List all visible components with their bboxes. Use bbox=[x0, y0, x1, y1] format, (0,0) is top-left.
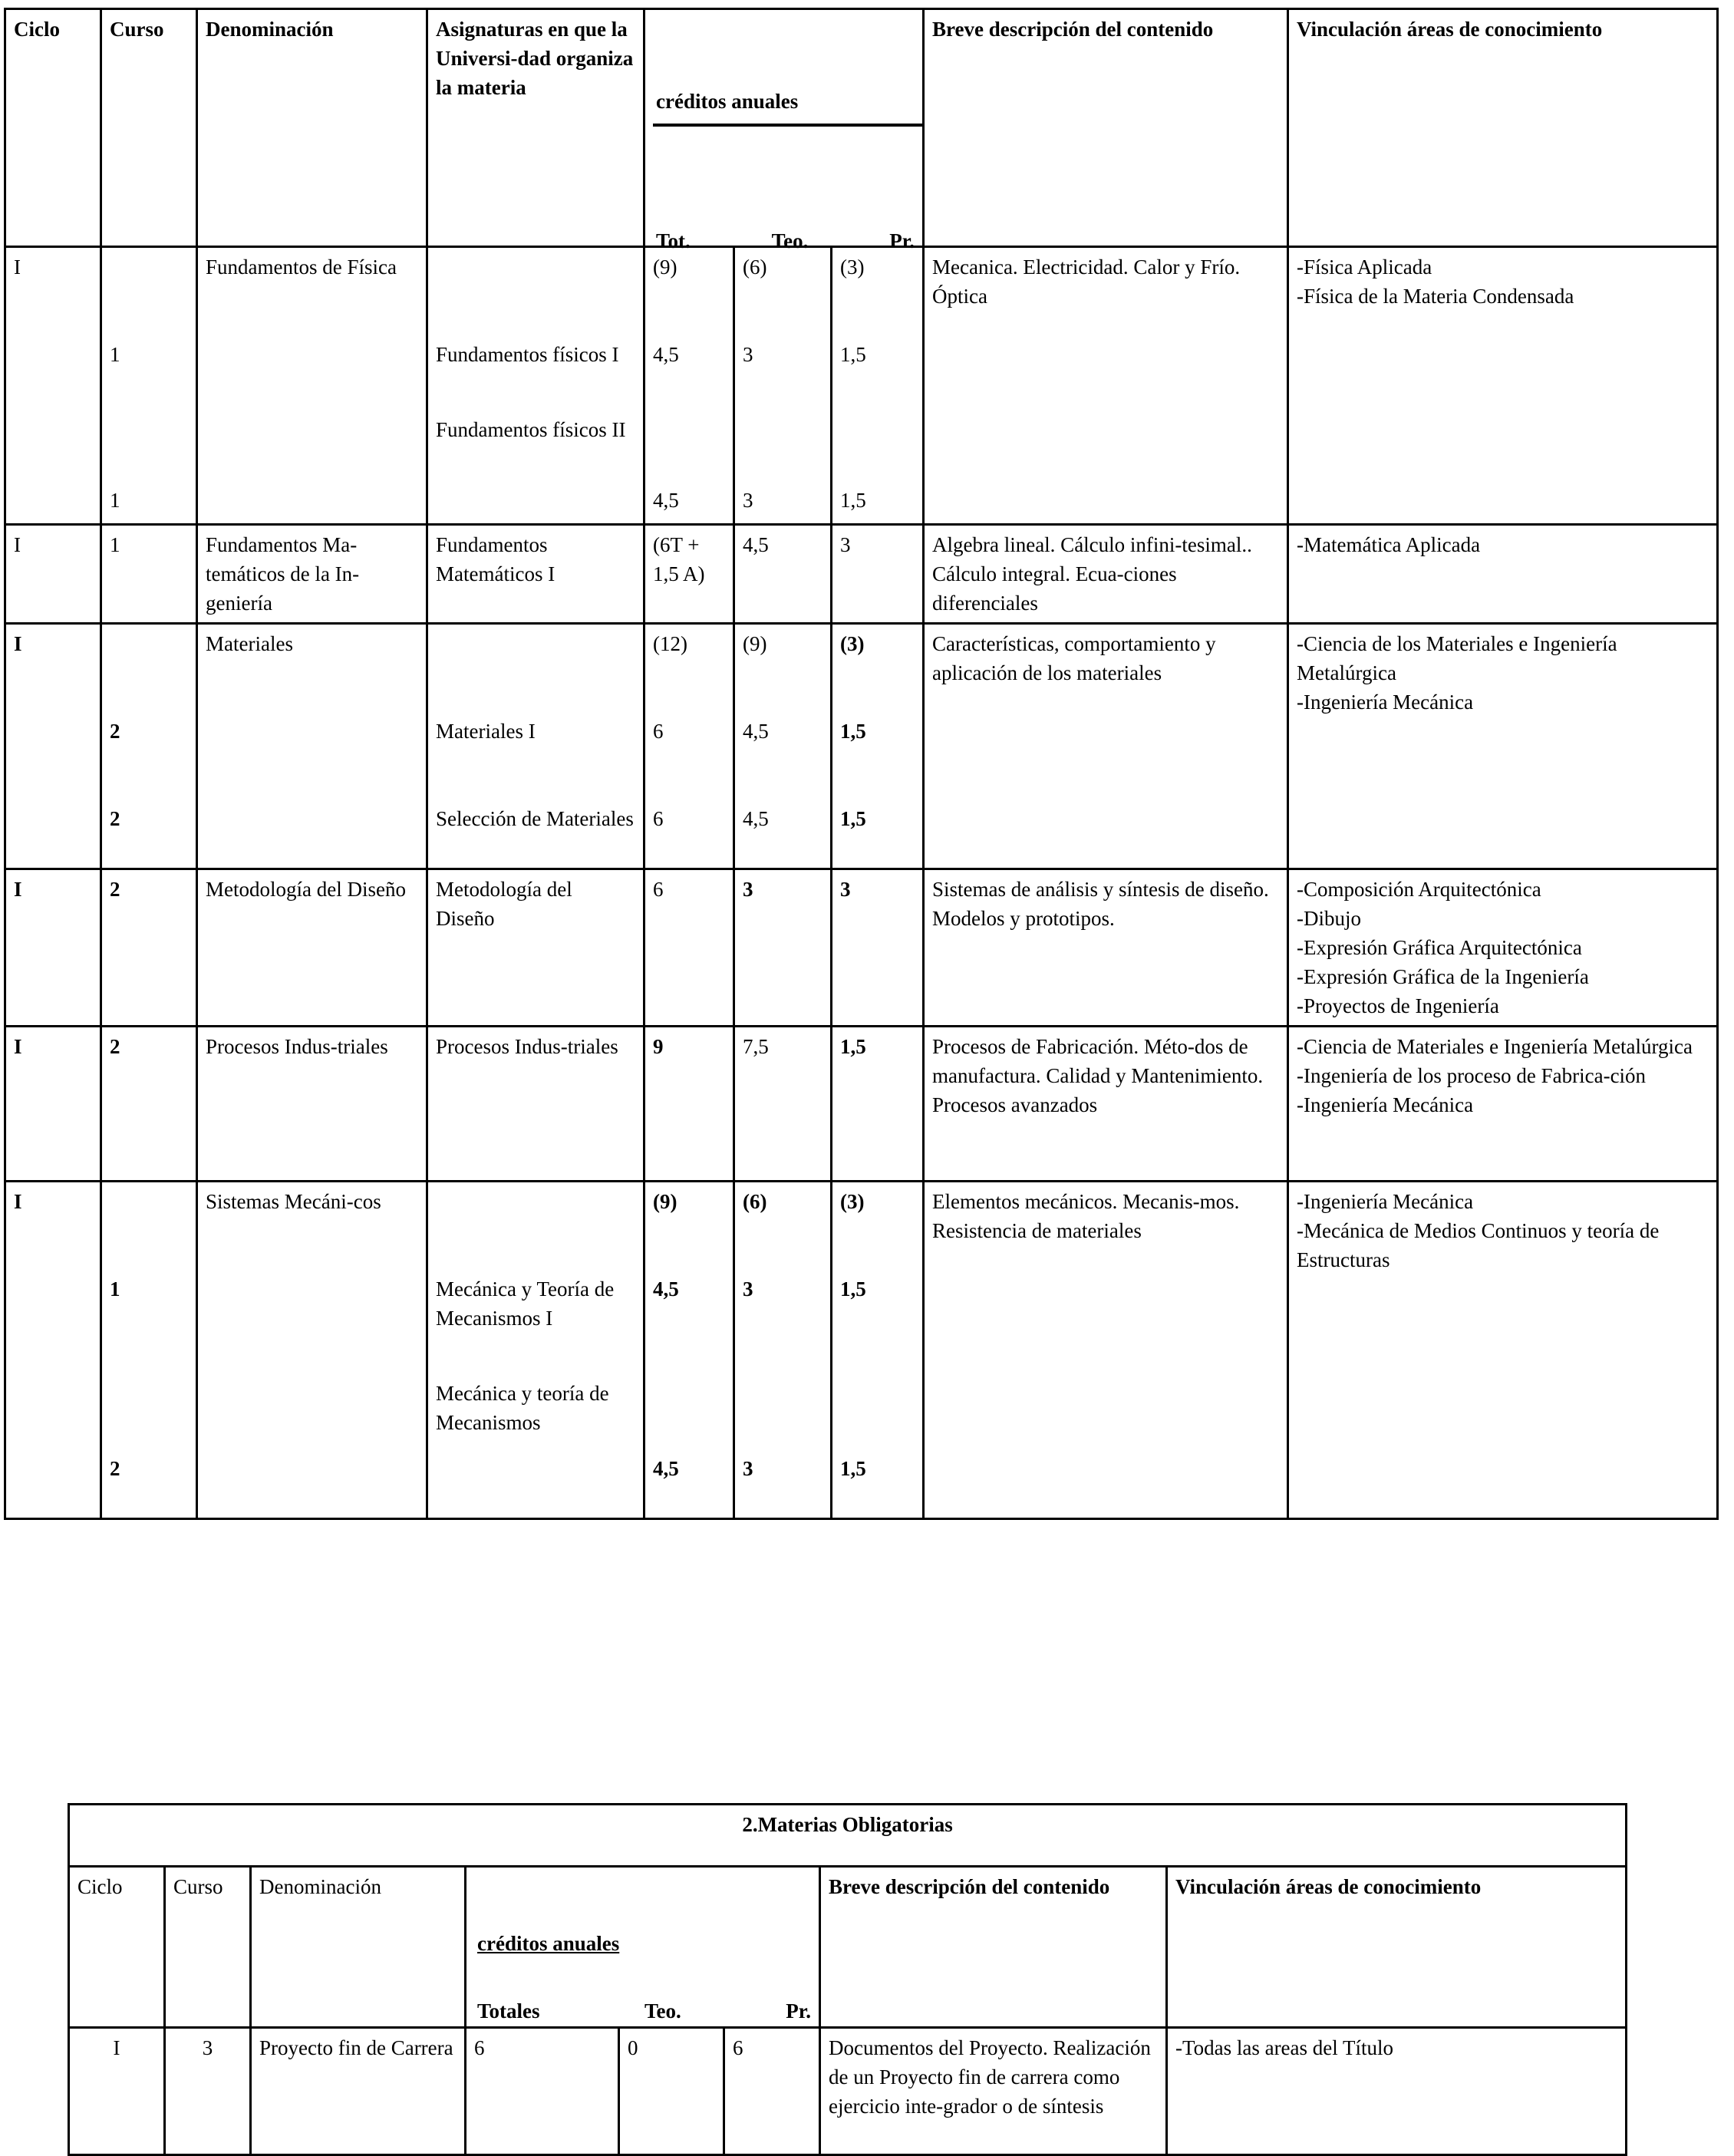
table-row bbox=[5, 869, 1718, 1027]
table-row bbox=[5, 1027, 1718, 1182]
table-row bbox=[69, 2028, 1627, 2155]
asignatura-cell: Fundamentos Matemáticos I bbox=[427, 525, 644, 624]
header-ciclo: Ciclo bbox=[5, 9, 101, 247]
denominacion-cell: Fundamentos Ma-temáticos de la In-geniería bbox=[197, 525, 427, 624]
pr-cell: (3) 1,5 1,5 bbox=[832, 624, 924, 869]
vinculacion-cell: -Ciencia de los Materiales e Ingeniería Metalúrgica -Ingeniería Mecánica bbox=[1288, 624, 1718, 869]
totales-cell: 6 bbox=[466, 2028, 619, 2155]
pr-cell: (3) 1,5 1,5 bbox=[832, 1182, 924, 1519]
vinculacion-cell: -Composición Arquitectónica -Dibujo -Expresión Gráfica Arquitectónica -Expresión Gráfica de la Ingeniería -Proyectos de Ingeniería bbox=[1288, 869, 1718, 1027]
header-curso: Curso bbox=[165, 1867, 251, 2028]
denominacion-cell: Fundamentos de Física bbox=[197, 247, 427, 525]
curso-cell: 1 1 bbox=[101, 247, 197, 525]
asignatura-cell: Metodología del Diseño bbox=[427, 869, 644, 1027]
vinculacion-cell: -Ingeniería Mecánica -Mecánica de Medios Continuos y teoría de Estructuras bbox=[1288, 1182, 1718, 1519]
header-ciclo: Ciclo bbox=[69, 1867, 165, 2028]
teo-cell: 3 bbox=[734, 869, 832, 1027]
header-vinculacion: Vinculación áreas de conocimiento bbox=[1167, 1867, 1627, 2028]
teo-cell: 7,5 bbox=[734, 1027, 832, 1182]
descripcion-cell: Características, comportamiento y aplicación de los materiales bbox=[924, 624, 1288, 869]
ciclo-cell: I bbox=[5, 247, 101, 525]
ciclo-cell: I bbox=[5, 869, 101, 1027]
teo-cell: (6) 3 3 bbox=[734, 1182, 832, 1519]
asignatura-cell: Materiales I Selección de Materiales bbox=[427, 624, 644, 869]
tot-cell: (9) 4,5 4,5 bbox=[644, 247, 734, 525]
asignatura-cell: Procesos Indus-triales bbox=[427, 1027, 644, 1182]
curso-cell: 1 2 bbox=[101, 1182, 197, 1519]
table-asignaturas bbox=[4, 8, 1719, 1520]
header-row bbox=[69, 1867, 1627, 2028]
descripcion-cell: Documentos del Proyecto. Realización de un Proyecto fin de carrera como ejercicio inte-grador o de síntesis bbox=[820, 2028, 1167, 2155]
header-vinculacion: Vinculación áreas de conocimiento bbox=[1288, 9, 1718, 247]
curso-cell: 2 2 bbox=[101, 624, 197, 869]
table-caption: 2.Materias Obligatorias bbox=[69, 1805, 1627, 1867]
descripcion-cell: Mecanica. Electricidad. Calor y Frío. Óptica bbox=[924, 247, 1288, 525]
teo-cell: (6) 3 3 bbox=[734, 247, 832, 525]
pr-cell: (3) 1,5 1,5 bbox=[832, 247, 924, 525]
vinculacion-cell: -Ciencia de Materiales e Ingeniería Metalúrgica -Ingeniería de los proceso de Fabrica-ción -Ingeniería Mecánica bbox=[1288, 1027, 1718, 1182]
header-curso: Curso bbox=[101, 9, 197, 247]
curso-cell: 2 bbox=[101, 1027, 197, 1182]
ciclo-cell: I bbox=[5, 1182, 101, 1519]
header-creditos bbox=[644, 9, 924, 252]
denominacion-cell: Sistemas Mecáni-cos bbox=[197, 1182, 427, 1519]
table-row bbox=[5, 525, 1718, 624]
curso-cell: 3 bbox=[165, 2028, 251, 2155]
ciclo-cell: I bbox=[69, 2028, 165, 2155]
tot-cell: (6T + 1,5 A) bbox=[644, 525, 734, 624]
ciclo-cell: I bbox=[5, 1027, 101, 1182]
denominacion-cell: Metodología del Diseño bbox=[197, 869, 427, 1027]
table-row bbox=[5, 1182, 1718, 1519]
header-pr: Pr. bbox=[786, 1999, 811, 2022]
header-denominacion: Denominación bbox=[197, 9, 427, 247]
tot-cell: 6 bbox=[644, 869, 734, 1027]
ciclo-cell: I bbox=[5, 525, 101, 624]
pr-cell: 6 bbox=[724, 2028, 820, 2155]
pr-cell: 1,5 bbox=[832, 1027, 924, 1182]
header-teo: Teo. bbox=[644, 1999, 681, 2022]
header-denominacion: Denominación bbox=[251, 1867, 466, 2028]
descripcion-cell: Elementos mecánicos. Mecanis-mos. Resistencia de materiales bbox=[924, 1182, 1288, 1519]
tot-cell: (12) 6 6 bbox=[644, 624, 734, 869]
header-asignaturas: Asignaturas en que la Universi-dad organiza la materia bbox=[427, 9, 644, 247]
asignatura-cell: Mecánica y Teoría de Mecanismos I Mecánica y teoría de Mecanismos bbox=[427, 1182, 644, 1519]
table-materias-obligatorias bbox=[68, 1803, 1627, 2156]
header-teo: Teo. bbox=[771, 229, 809, 252]
pr-cell: 3 bbox=[832, 869, 924, 1027]
descripcion-cell: Sistemas de análisis y síntesis de diseño. Modelos y prototipos. bbox=[924, 869, 1288, 1027]
header-tot: Tot. bbox=[656, 229, 691, 252]
tot-cell: 9 bbox=[644, 1027, 734, 1182]
descripcion-cell: Algebra lineal. Cálculo infini-tesimal.. Cálculo integral. Ecua-ciones diferenciales bbox=[924, 525, 1288, 624]
teo-cell: 0 bbox=[619, 2028, 724, 2155]
header-creditos-label: créditos anuales bbox=[656, 90, 799, 113]
pr-cell: 3 bbox=[832, 525, 924, 624]
curso-cell: 1 bbox=[101, 525, 197, 624]
header-creditos bbox=[466, 1867, 820, 2028]
teo-cell: 4,5 bbox=[734, 525, 832, 624]
header-descripcion: Breve descripción del contenido bbox=[820, 1867, 1167, 2028]
ciclo-cell: I bbox=[5, 624, 101, 869]
vinculacion-cell: -Todas las areas del Título bbox=[1167, 2028, 1627, 2155]
header-totales: Totales bbox=[477, 1999, 540, 2022]
header-creditos-cols bbox=[477, 1996, 811, 2026]
table-row bbox=[5, 247, 1718, 525]
caption-row bbox=[69, 1805, 1627, 1867]
header-descripcion: Breve descripción del contenido bbox=[924, 9, 1288, 247]
denominacion-cell: Procesos Indus-triales bbox=[197, 1027, 427, 1182]
vinculacion-cell: -Física Aplicada -Física de la Materia Condensada bbox=[1288, 247, 1718, 525]
header-pr: Pr. bbox=[889, 229, 915, 252]
denominacion-cell: Materiales bbox=[197, 624, 427, 869]
teo-cell: (9) 4,5 4,5 bbox=[734, 624, 832, 869]
curso-cell: 2 bbox=[101, 869, 197, 1027]
asignatura-cell: Fundamentos físicos I Fundamentos físicos II bbox=[427, 247, 644, 525]
vinculacion-cell: -Matemática Aplicada bbox=[1288, 525, 1718, 624]
header-creditos-rule bbox=[653, 124, 922, 127]
descripcion-cell: Procesos de Fabricación. Méto-dos de manufactura. Calidad y Mantenimiento. Procesos avanzados bbox=[924, 1027, 1288, 1182]
tot-cell: (9) 4,5 4,5 bbox=[644, 1182, 734, 1519]
header-creditos-label: créditos anuales bbox=[477, 1932, 620, 1955]
table-row bbox=[5, 624, 1718, 869]
denominacion-cell: Proyecto fin de Carrera bbox=[251, 2028, 466, 2155]
header-creditos-cols bbox=[656, 226, 915, 255]
header-row bbox=[5, 9, 1718, 247]
